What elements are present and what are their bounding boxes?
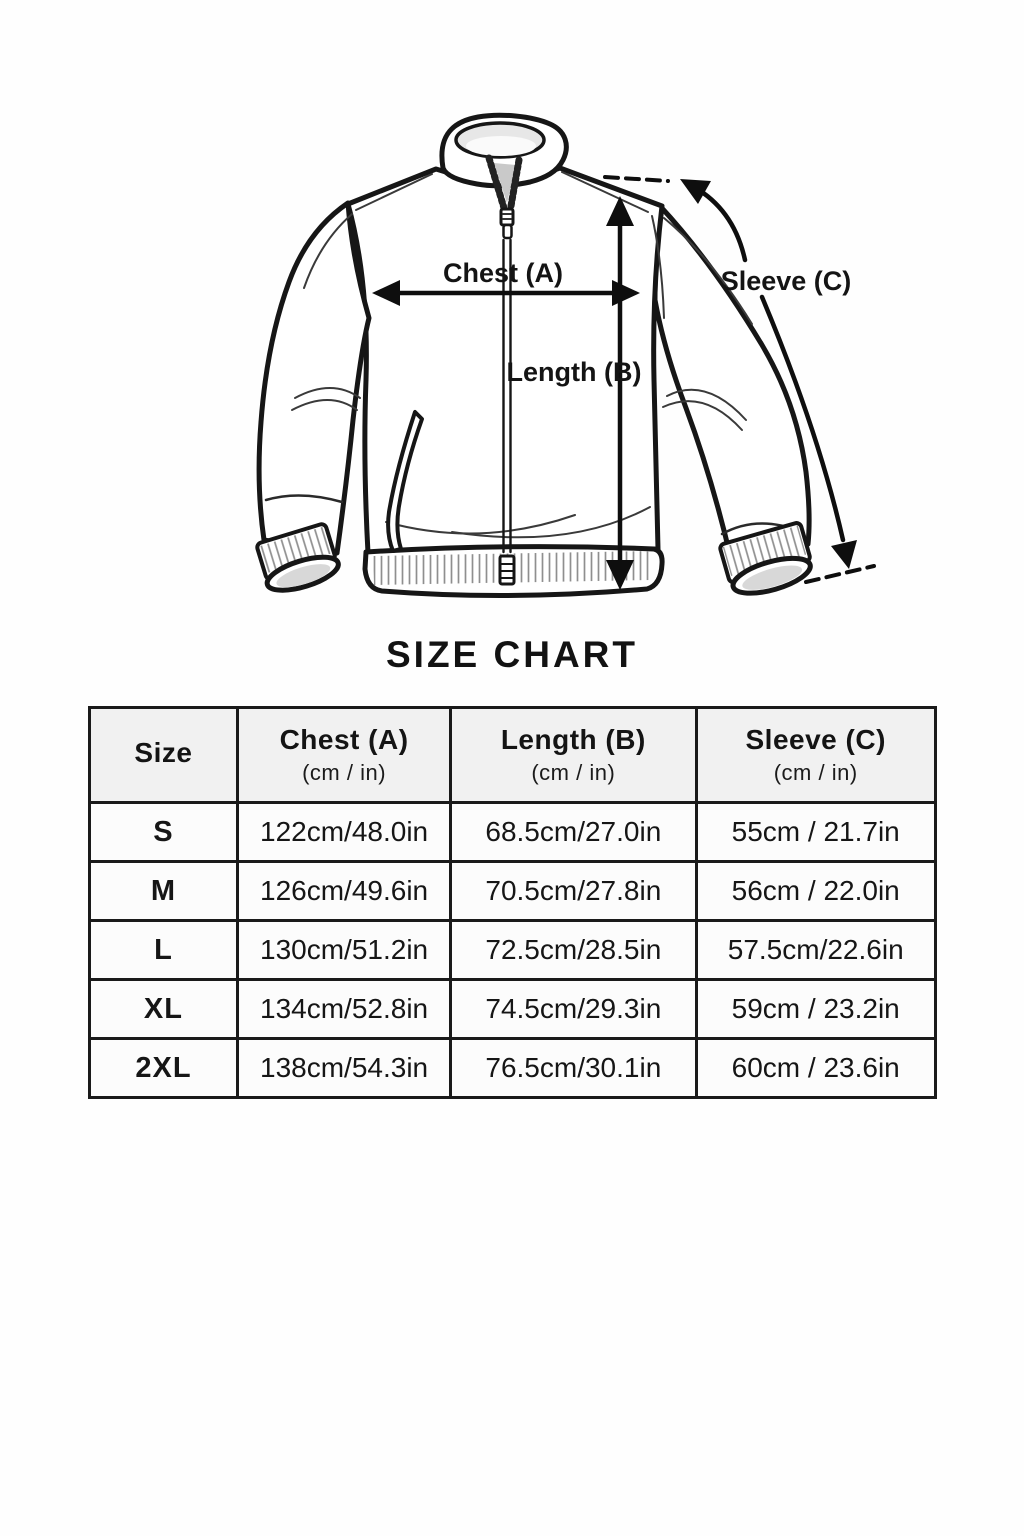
jacket-left-sleeve [259, 203, 369, 553]
table-row-m [89, 862, 935, 921]
table-row-2xl [89, 1039, 935, 1098]
column-header-size [89, 708, 238, 803]
sleeve-value: 55cm / 21.7in [696, 803, 935, 862]
chest-value: 130cm/51.2in [238, 921, 450, 980]
chest-value: 138cm/54.3in [238, 1039, 450, 1098]
column-label: Sleeve (C) [745, 724, 886, 755]
table-row-s [89, 803, 935, 862]
sleeve-value: 56cm / 22.0in [696, 862, 935, 921]
size-value: XL [89, 980, 238, 1039]
chest-dimension-label: Chest (A) [443, 258, 563, 288]
column-label: Chest (A) [279, 724, 409, 755]
size-chart-table [88, 706, 937, 1099]
chest-value: 122cm/48.0in [238, 803, 450, 862]
page-title: SIZE CHART [386, 634, 638, 675]
size-value: S [89, 803, 238, 862]
size-value: M [89, 862, 238, 921]
column-unit: (cm / in) [302, 760, 387, 785]
column-label: Length (B) [500, 724, 646, 755]
length-value: 76.5cm/30.1in [450, 1039, 696, 1098]
sleeve-value: 57.5cm/22.6in [696, 921, 935, 980]
size-value: L [89, 921, 238, 980]
length-value: 70.5cm/27.8in [450, 862, 696, 921]
column-unit: (cm / in) [531, 760, 616, 785]
table-row-l [89, 921, 935, 980]
table-header-row [89, 708, 935, 803]
length-value: 72.5cm/28.5in [450, 921, 696, 980]
length-dimension-label: Length (B) [506, 357, 642, 387]
column-header-sleeve [696, 708, 935, 803]
chest-value: 126cm/49.6in [238, 862, 450, 921]
column-header-length [450, 708, 696, 803]
jacket-right-sleeve [655, 206, 809, 559]
table-row-xl [89, 980, 935, 1039]
column-unit: (cm / in) [773, 760, 858, 785]
sleeve-dimension-label: Sleeve (C) [720, 266, 852, 296]
sleeve-value: 60cm / 23.6in [696, 1039, 935, 1098]
jacket-measurement-diagram [0, 0, 1024, 622]
column-label: Size [134, 737, 193, 768]
length-value: 74.5cm/29.3in [450, 980, 696, 1039]
column-header-chest [238, 708, 450, 803]
length-value: 68.5cm/27.0in [450, 803, 696, 862]
chest-value: 134cm/52.8in [238, 980, 450, 1039]
jacket-line-drawing [0, 0, 1024, 622]
sleeve-value: 59cm / 23.2in [696, 980, 935, 1039]
size-value: 2XL [89, 1039, 238, 1098]
